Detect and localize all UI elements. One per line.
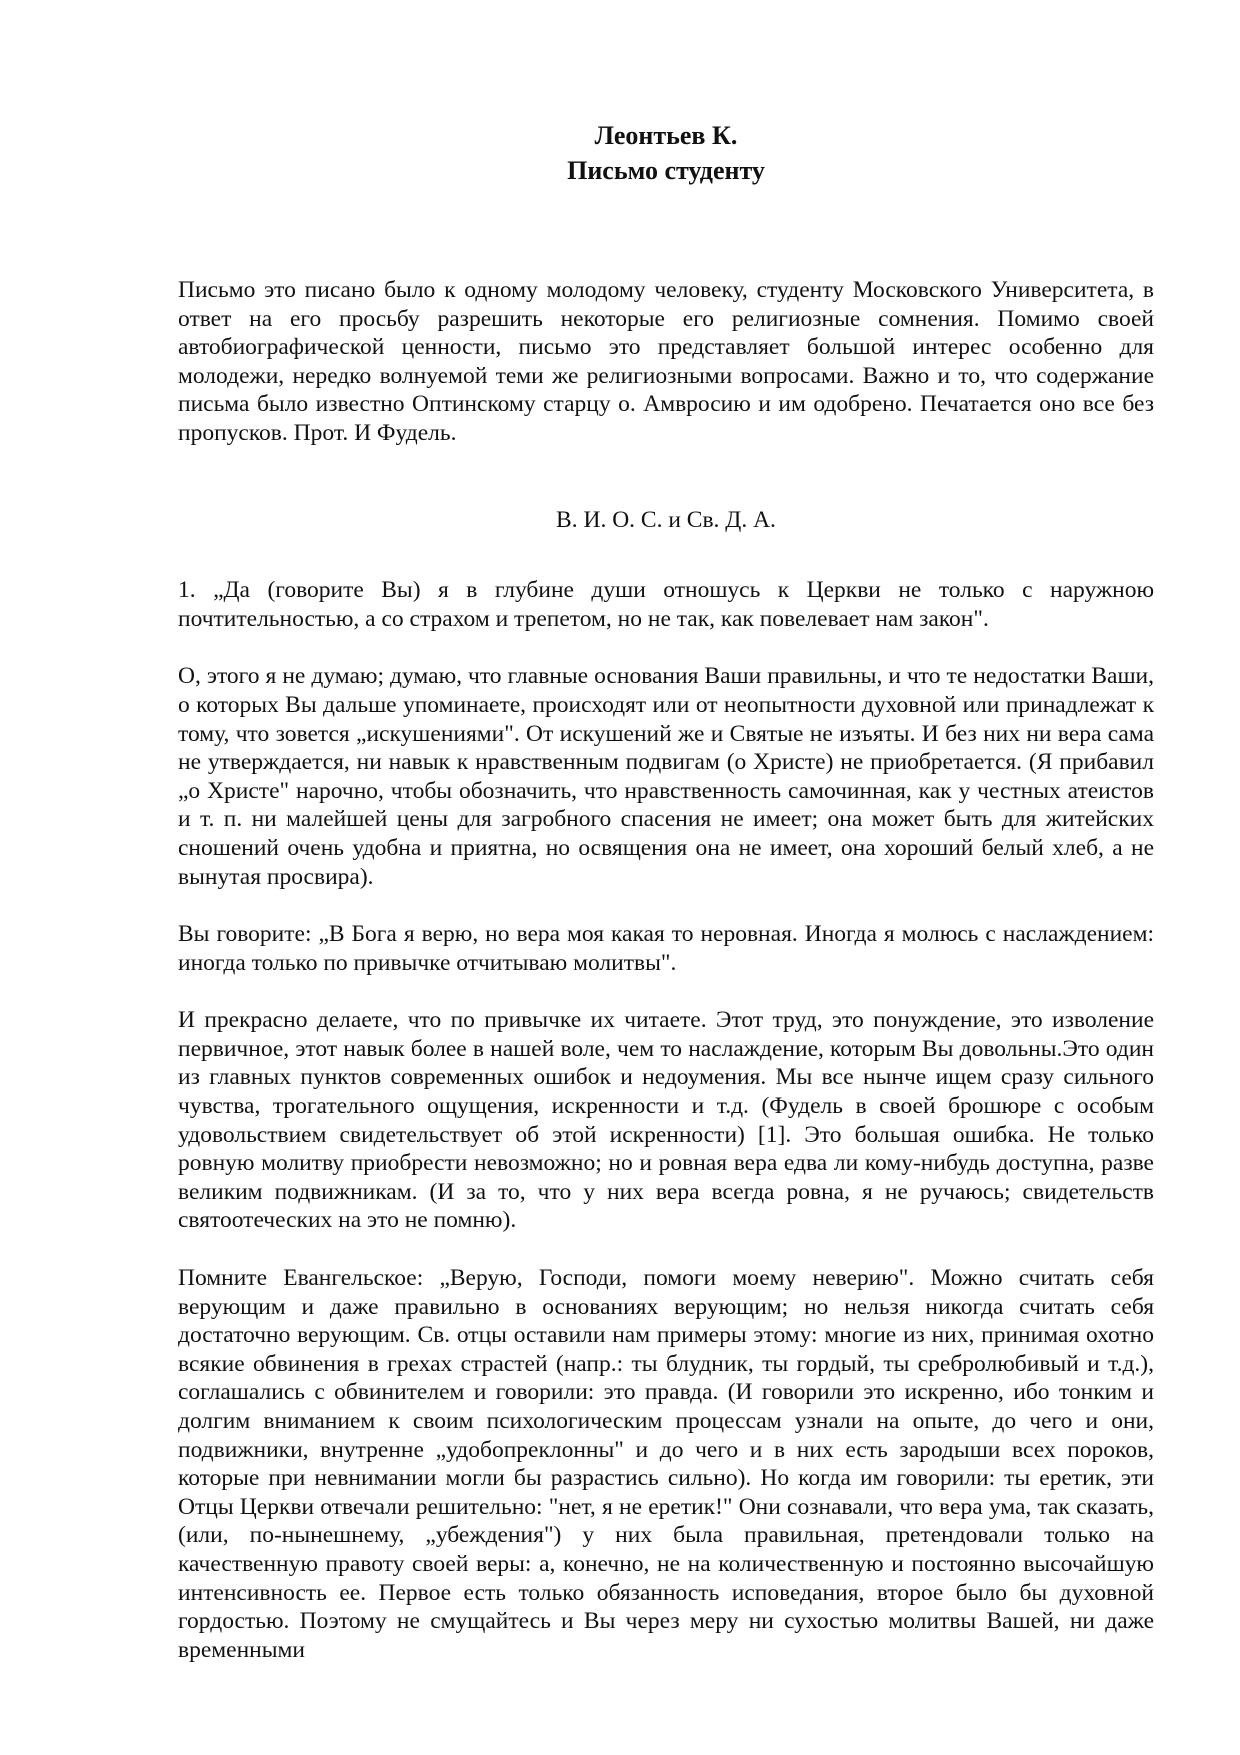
- dedication-line: В. И. О. С. и Св. Д. А.: [556, 506, 776, 533]
- document-title: Письмо студенту: [567, 156, 765, 185]
- body-paragraph-2: О, этого я не думаю; думаю, что главные основания Ваши правильны, и что те недостатки Ваши, о которых Вы дальше упоминаете, происходят или от неопытности духовной или принадлежат к тому, что зовется „искушениями". От искушений же и Святые не изъяты. И без них ни вера сама не утверждается, ни навык к нравственным подвигам (о Христе) не приобретается. (Я прибавил „о Христе" нарочно, чтобы обозначить, что нравственность самочинная, как у честных атеистов и т. п. ни малейшей цены для загробного спасения не имеет; она может быть для житейских сношений очень удобна и приятна, но освящения она не имеет, она хороший белый хлеб, а не вынутая просвира).: [178, 663, 1154, 890]
- intro-paragraph: Письмо это писано было к одному молодому человеку, студенту Московского Университета, в ответ на его просьбу разрешить некоторые его религиозные сомнения. Помимо своей автобиографической ценности, письмо это представляет большой интерес особенно для молодежи, нередко волнуемой теми же религиозными вопросами. Важно и то, что содержание письма было известно Оптинскому старцу о. Амвросию и им одобрено. Печатается оно все без пропусков. Прот. И Фудель.: [178, 277, 1154, 446]
- document-page: [178, 118, 1154, 1664]
- body-paragraph-4: И прекрасно делаете, что по привычке их читаете. Этот труд, это понуждение, это изволение первичное, этот навык более в нашей воле, чем то наслаждение, которым Вы довольны.Это один из главных пунктов современных ошибок и недоумения. Мы все нынче ищем сразу сильного чувства, трогательного ощущения, искренности и т.д. (Фудель в своей брошюре с особым удовольствием свидетельствует об этой искренности) [1]. Это большая ошибка. Не только ровную молитву приобрести невозможно; но и ровная вера едва ли кому-нибудь доступна, разве великим подвижникам. (И за то, что у них вера всегда ровна, я не ручаюсь; свидетельств святоотеческих на это не помню).: [178, 1007, 1154, 1234]
- author-heading: Леонтьев К.: [594, 121, 738, 150]
- body-paragraph-3: Вы говорите: „В Бога я верю, но вера моя какая то неровная. Иногда я молюсь с наслаждением: иногда только по привычке отчитываю молитвы".: [178, 921, 1154, 976]
- body-paragraph-5: Помните Евангельское: „Верую, Господи, помоги моему неверию". Можно считать себя верующим и даже правильно в основаниях верующим; но нельзя никогда считать себя достаточно верующим. Св. отцы оставили нам примеры этому: многие из них, принимая охотно всякие обвинения в грехах страстей (напр.: ты блудник, ты гордый, ты сребролюбивый и т.д.), соглашались с обвинителем и говорили: это правда. (И говорили это искренно, ибо тонким и долгим вниманием к своим психологическим процессам узнали на опыте, до чего и они, подвижники, внутренне „удобопреклонны" и до чего и в них есть зародыши всех пороков, которые при невнимании могли бы разрастись сильно). Но когда им говорили: ты еретик, эти Отцы Церкви отвечали решительно: "нет, я не еретик!" Они сознавали, что вера ума, так сказать, (или, по-нынешнему, „убеждения") у них была правильная, претендовали только на качественную правоту своей веры: а, конечно, не на количественную и постоянно высочайшую интенсивность ее. Первое есть только обязанность исповедания, второе было бы духовной гордостью. Поэтому не смущайтесь и Вы через меру ни сухостью молитвы Вашей, ни даже временными: [178, 1265, 1154, 1663]
- body-paragraph-1: 1. „Да (говорите Вы) я в глубине души отношусь к Церкви не только с наружною почтительностью, а со страхом и трепетом, но не так, как повелевает нам закон".: [178, 577, 1154, 632]
